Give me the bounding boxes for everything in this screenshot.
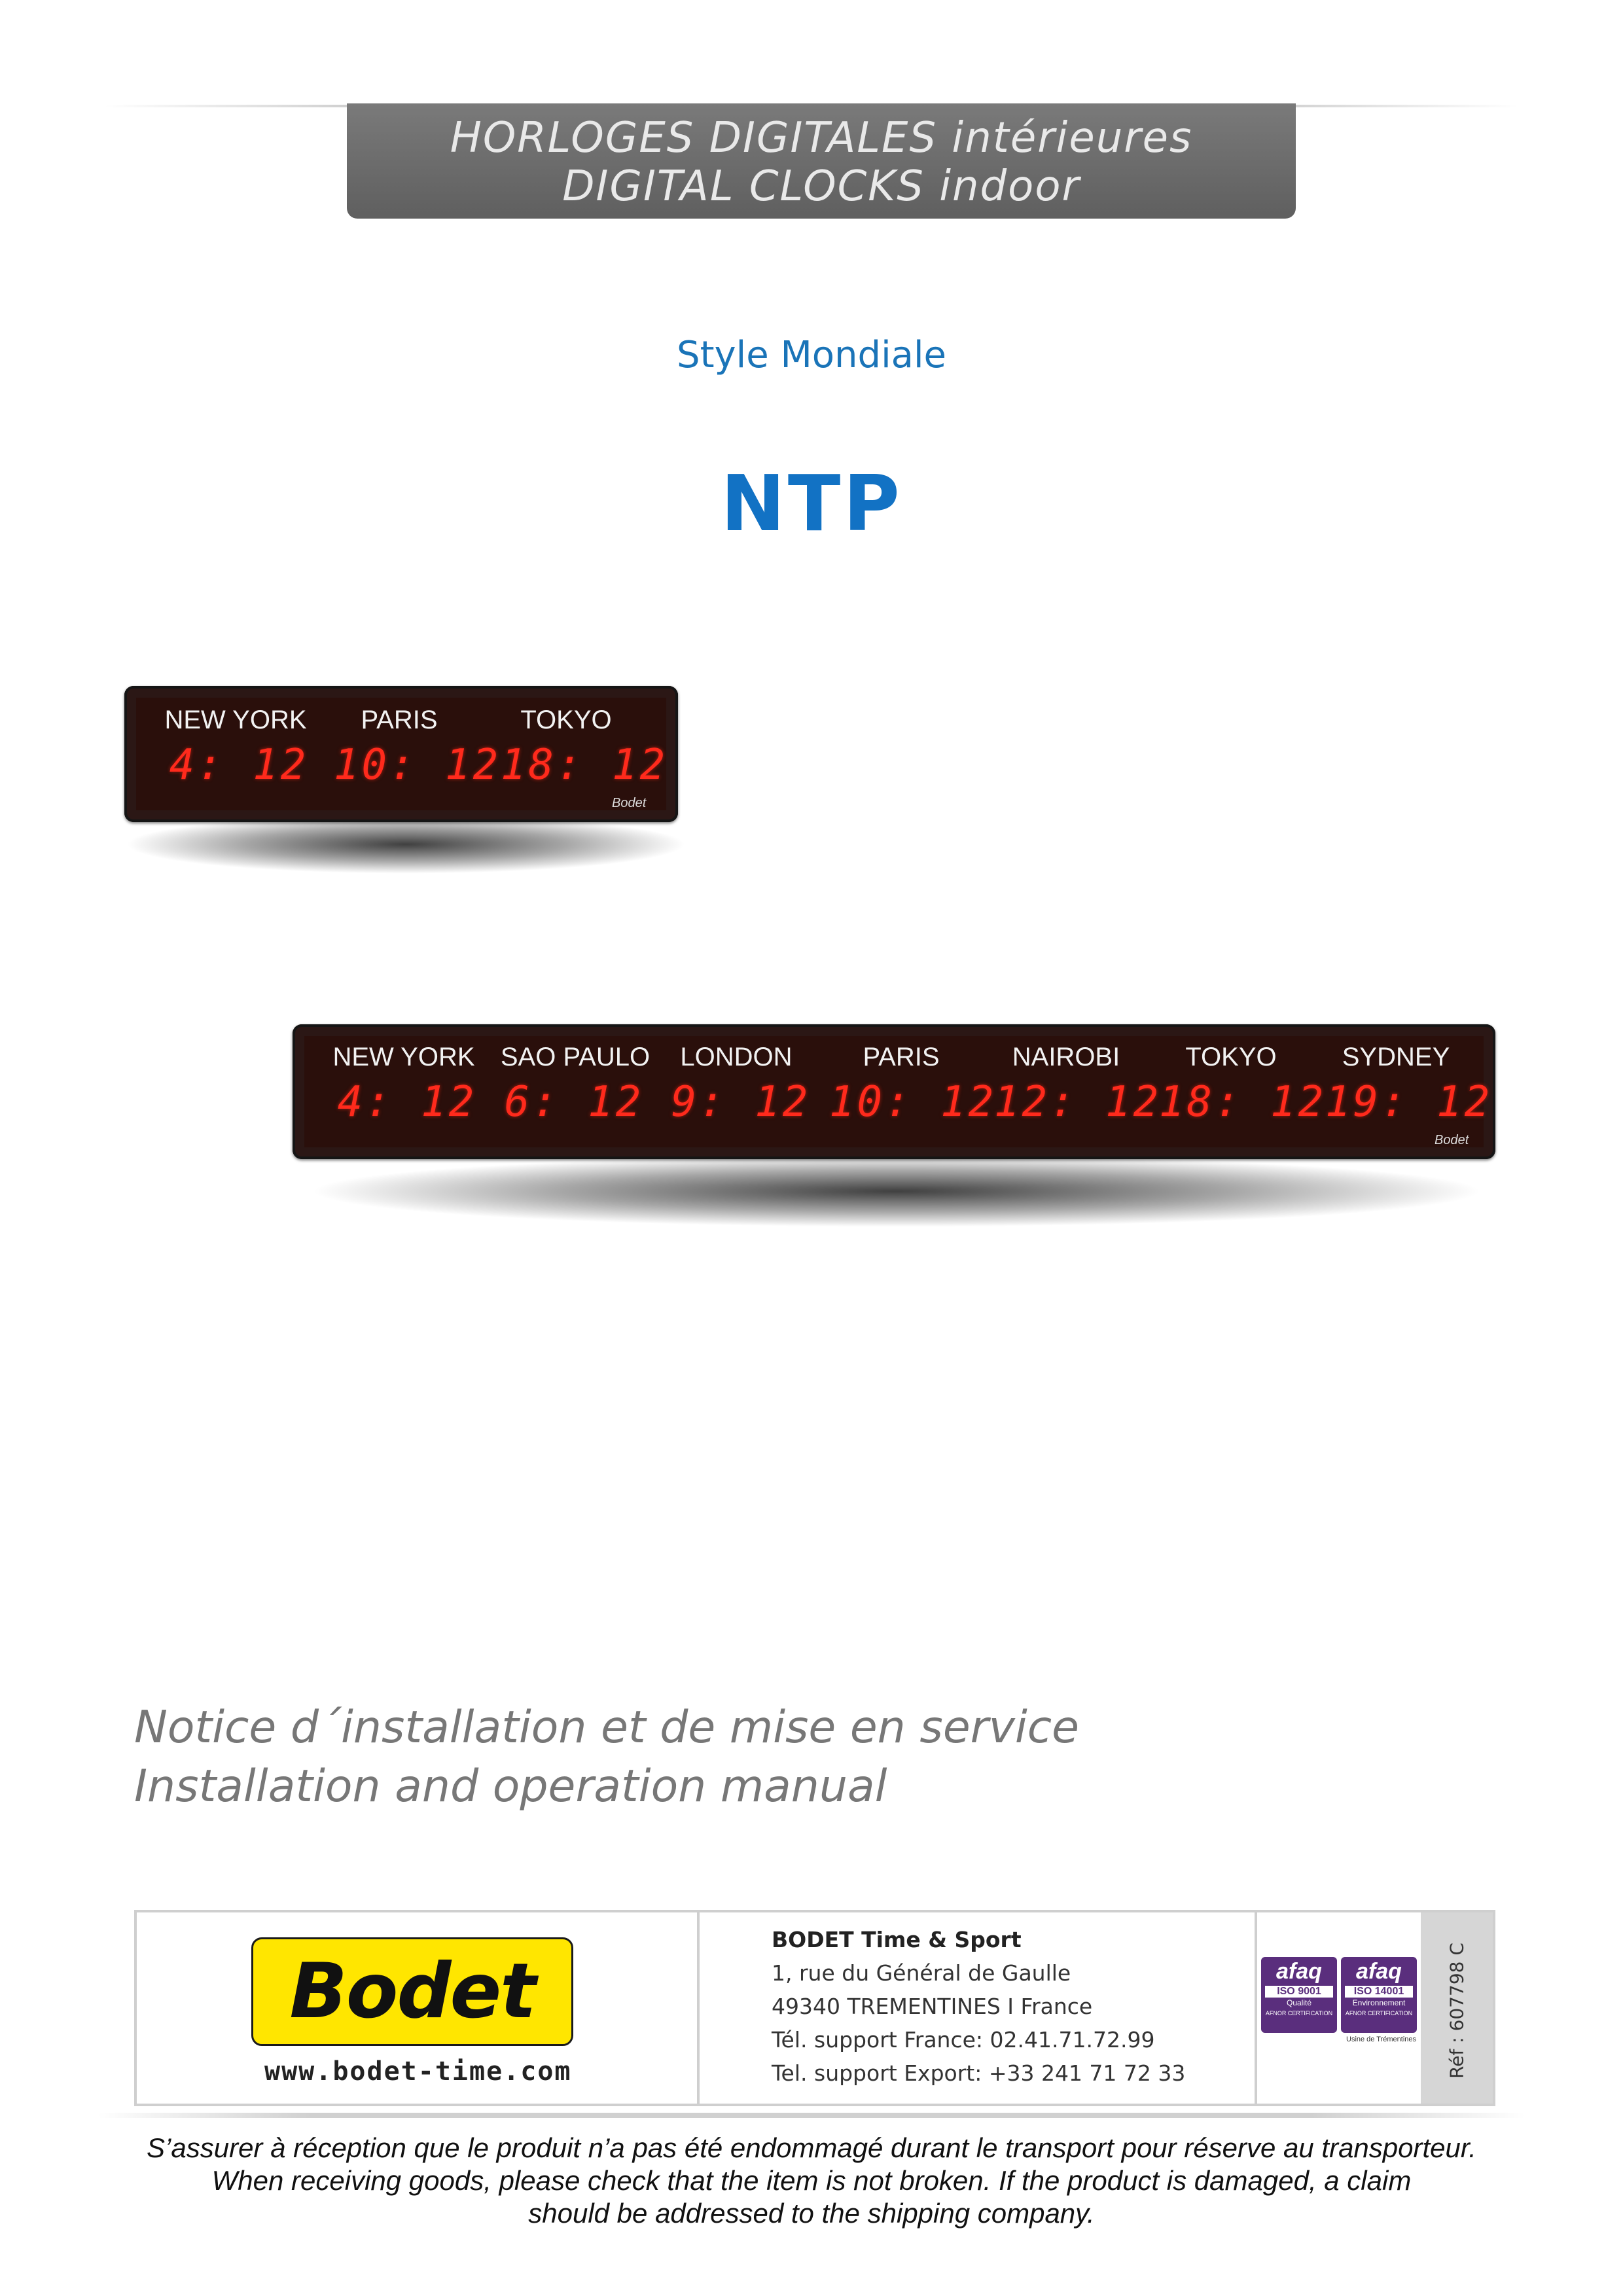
style-subtitle: Style Mondiale — [677, 334, 946, 376]
header-title-en: DIGITAL CLOCKS indoor — [562, 162, 1080, 211]
support-export: Tel. support Export: +33 241 71 72 33 — [772, 2060, 1186, 2086]
reference-strip — [1421, 1912, 1493, 2104]
clock-small — [124, 686, 678, 822]
afaq-iso9001-badge: afaq ISO 9001 Qualité AFNOR CERTIFICATION — [1261, 1957, 1337, 2033]
support-france: Tél. support France: 02.41.71.72.99 — [772, 2027, 1155, 2053]
clock-large-city: TOKYO — [1185, 1043, 1277, 1071]
afaq-iso14001-badge: afaq ISO 14001 Environnement AFNOR CERTIFICATION — [1341, 1957, 1417, 2033]
address-line-1: 1, rue du Général de Gaulle — [772, 1960, 1071, 1986]
shipping-notice-fr: S’assurer à réception que le produit n’a pas été endommagé durant le transport pour réserve au transporteur. — [147, 2132, 1476, 2163]
clock-small-shadow — [124, 815, 687, 874]
header-banner — [347, 103, 1296, 219]
footer-info-box — [134, 1910, 1495, 2106]
clock-large-city: LONDON — [680, 1043, 793, 1071]
company-name: BODET Time & Sport — [772, 1927, 1022, 1952]
clock-large — [293, 1024, 1495, 1159]
shipping-notice-en-2: should be addressed to the shipping company. — [528, 2198, 1095, 2229]
shipping-notice-en-1: When receiving goods, please check that the item is not broken. If the product is damaged, a claim — [211, 2165, 1412, 2196]
manual-title-en: Installation and operation manual — [134, 1761, 887, 1812]
clock-large-city: PARIS — [863, 1043, 940, 1071]
bodet-logo-text: Bodet — [289, 1947, 535, 2036]
footer-rule — [98, 2113, 1525, 2118]
model-title: NTP — [721, 458, 902, 548]
manual-title-fr: Notice d´installation et de mise en service — [134, 1702, 1079, 1753]
cert-site-label: Usine de Trémentines — [1346, 2036, 1416, 2043]
clock-small-city: TOKYO — [520, 706, 612, 734]
clock-large-time: 12: 12 — [994, 1078, 1162, 1126]
clock-small-city: PARIS — [361, 706, 438, 734]
clock-large-brand-logo: Bodet — [1435, 1133, 1469, 1147]
clock-small-city: NEW YORK — [164, 706, 307, 734]
clock-small-time: 10: 12 — [334, 741, 501, 789]
bodet-logo — [251, 1937, 573, 2046]
clock-large-shadow — [308, 1155, 1486, 1227]
clock-large-city: SAO PAULO — [500, 1043, 651, 1071]
clock-large-time: 19: 12 — [1325, 1078, 1493, 1126]
clock-small-time: 18: 12 — [501, 741, 668, 789]
clock-large-time: 18: 12 — [1159, 1078, 1327, 1126]
header-title-fr: HORLOGES DIGITALES intérieures — [450, 114, 1193, 162]
clock-large-city: NAIROBI — [1012, 1043, 1120, 1071]
footer-divider — [697, 1912, 700, 2104]
clock-large-city: SYDNEY — [1342, 1043, 1450, 1071]
reference-number: Réf : 607798 C — [1446, 1943, 1468, 2079]
address-line-2: 49340 TREMENTINES I France — [772, 1994, 1093, 2019]
clock-large-time: 6: 12 — [504, 1078, 644, 1126]
website-link[interactable]: www.bodet-time.com — [264, 2056, 572, 2087]
footer-divider — [1255, 1912, 1257, 2104]
clock-large-city: NEW YORK — [332, 1043, 475, 1071]
clock-large-time: 4: 12 — [337, 1078, 477, 1126]
clock-large-time: 10: 12 — [829, 1078, 997, 1126]
clock-small-brand-logo: Bodet — [612, 796, 647, 810]
clock-large-time: 9: 12 — [671, 1078, 811, 1126]
clock-small-time: 4: 12 — [169, 741, 309, 789]
